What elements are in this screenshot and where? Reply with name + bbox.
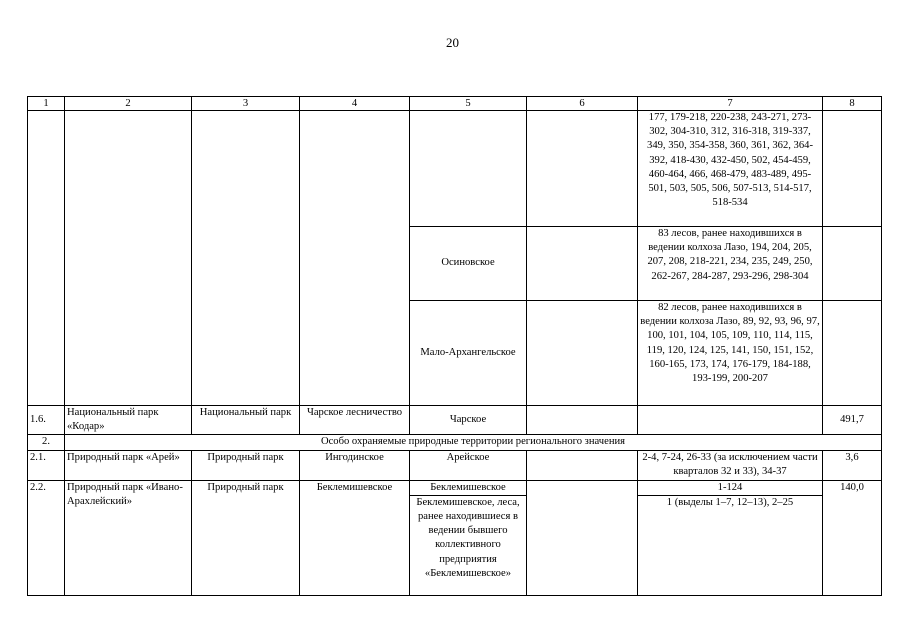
header-row — [28, 97, 882, 111]
forestry-district-cell: Арейское — [410, 450, 527, 480]
forestry-cell: Чарское лесничество — [300, 406, 410, 435]
category-cell: Национальный парк — [192, 406, 300, 435]
area-cell: 3,6 — [823, 450, 882, 480]
cell-empty — [410, 111, 527, 227]
forestry-cell: Беклемишевское — [300, 480, 410, 595]
cell-empty — [28, 111, 65, 406]
table-row — [28, 111, 882, 227]
table-row — [28, 450, 882, 480]
cell-empty — [527, 450, 638, 480]
cell-empty — [527, 301, 638, 406]
table-row — [28, 406, 882, 435]
forestry-cell: Ингодинское — [300, 450, 410, 480]
area-cell: 140,0 — [823, 480, 882, 595]
cell-empty — [527, 227, 638, 301]
table-row — [28, 480, 882, 495]
forestry-district-cell: Мало-Архангельское — [410, 301, 527, 406]
header-cell: 8 — [823, 97, 882, 111]
cell-empty — [823, 227, 882, 301]
header-cell: 6 — [527, 97, 638, 111]
section-title-cell: Особо охраняемые природные территории регионального значения — [65, 435, 882, 450]
forest-territories-table — [27, 96, 882, 596]
row-number-cell: 2.1. — [28, 450, 65, 480]
row-number-cell: 2.2. — [28, 480, 65, 595]
category-cell: Природный парк — [192, 480, 300, 595]
forestry-district-cell: Осиновское — [410, 227, 527, 301]
cell-empty — [823, 111, 882, 227]
territory-name-cell: Природный парк «Ивано-Арахлейский» — [65, 480, 192, 595]
page-number: 20 — [446, 35, 459, 50]
quarters-cell: 1-124 — [638, 480, 823, 495]
territory-name-cell: Природный парк «Арей» — [65, 450, 192, 480]
quarters-cell: 1 (выделы 1–7, 12–13), 2–25 — [638, 495, 823, 595]
cell-empty — [527, 111, 638, 227]
cell-empty — [300, 111, 410, 406]
header-cell: 5 — [410, 97, 527, 111]
cell-empty — [65, 111, 192, 406]
header-cell: 4 — [300, 97, 410, 111]
forestry-district-cell: Беклемишевское, леса, ранее находившиеся в ведении бывшего коллективного предприятия «Беклемишевское» — [410, 495, 527, 595]
quarters-cell: 83 лесов, ранее находившихся в ведении колхоза Лазо, 194, 204, 205, 207, 208, 218-221, 234, 235, 249, 250, 262-267, 284-287, 293-296, 298-304 — [638, 227, 823, 301]
forestry-district-cell: Беклемишевское — [410, 480, 527, 495]
row-number-cell: 2. — [28, 435, 65, 450]
header-cell: 1 — [28, 97, 65, 111]
forestry-district-cell: Чарское — [410, 406, 527, 435]
quarters-cell: 177, 179-218, 220-238, 243-271, 273-302, 304-310, 312, 316-318, 319-337, 349, 350, 354-358, 360, 361, 362, 364-392, 418-430, 432-450, 502, 454-459, 460-464, 466, 468-479, 483-489, 495-501, 503, 505, 506, 507-513, 514-517, 518-534 — [638, 111, 823, 227]
header-cell: 2 — [65, 97, 192, 111]
cell-empty — [527, 480, 638, 595]
header-cell: 3 — [192, 97, 300, 111]
territory-name-cell: Национальный парк «Кодар» — [65, 406, 192, 435]
cell-empty — [527, 406, 638, 435]
cell-empty — [192, 111, 300, 406]
cell-empty — [638, 406, 823, 435]
quarters-cell: 2-4, 7-24, 26-33 (за исключением части кварталов 32 и 33), 34-37 — [638, 450, 823, 480]
quarters-cell: 82 лесов, ранее находившихся в ведении колхоза Лазо, 89, 92, 93, 96, 97, 100, 101, 104, 105, 109, 110, 114, 115, 119, 120, 124, 125, 141, 150, 151, 152, 160-165, 173, 174, 176-179, 184-188, 193-199, 200-207 — [638, 301, 823, 406]
cell-empty — [823, 301, 882, 406]
row-number-cell: 1.6. — [28, 406, 65, 435]
header-cell: 7 — [638, 97, 823, 111]
section-row — [28, 435, 882, 450]
area-cell: 491,7 — [823, 406, 882, 435]
category-cell: Природный парк — [192, 450, 300, 480]
